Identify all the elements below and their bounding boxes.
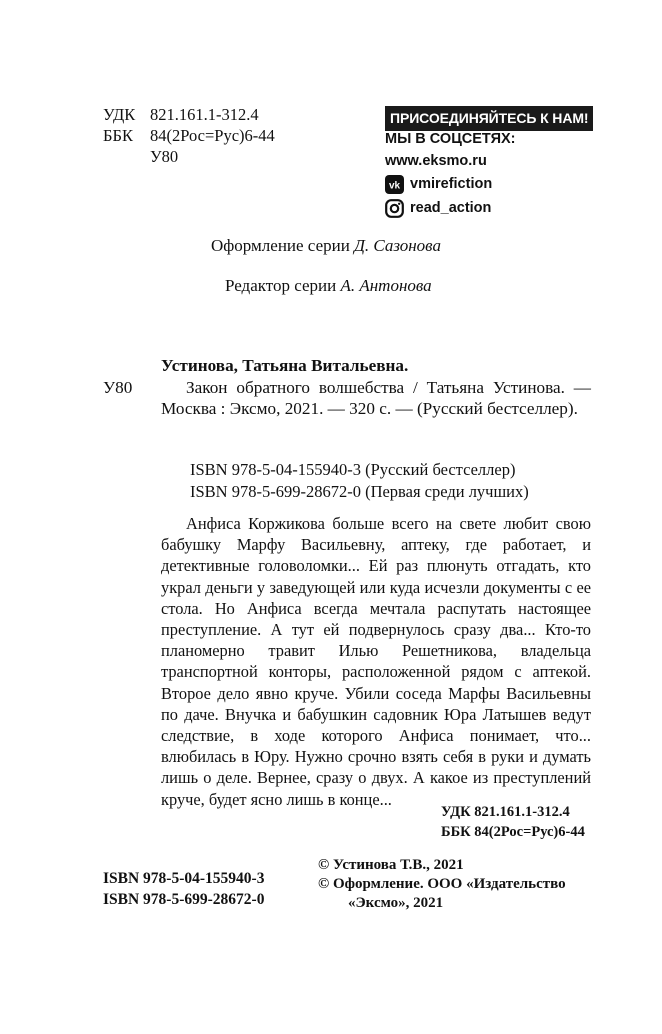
footer-isbn-2: ISBN 978-5-699-28672-0 bbox=[103, 891, 265, 908]
editor-name: А. Антонова bbox=[340, 276, 432, 295]
copyright-block bbox=[318, 856, 566, 913]
udk-row bbox=[103, 104, 275, 125]
bibliographic-entry bbox=[103, 355, 591, 420]
instagram-icon bbox=[385, 199, 404, 218]
vk-icon bbox=[385, 175, 404, 194]
join-banner: ПРИСОЕДИНЯЙТЕСЬ К НАМ! bbox=[385, 106, 593, 131]
classification-codes bbox=[103, 104, 275, 167]
instagram-handle: read_action bbox=[410, 200, 492, 216]
bbk-row bbox=[103, 125, 275, 146]
bbk-value: 84(2Рос=Рус)6-44 bbox=[150, 126, 275, 145]
udk-label: УДК bbox=[103, 105, 136, 124]
author-mark: У80 bbox=[150, 147, 179, 166]
entry-author: Устинова, Татьяна Витальевна. bbox=[161, 356, 409, 375]
vk-row[interactable] bbox=[385, 172, 593, 196]
series-design-credit bbox=[211, 236, 441, 256]
footer-codes bbox=[441, 802, 585, 842]
entry-description: Закон обратного волшебства / Татьяна Устинова. — Москва : Эксмо, 2021. — 320 с. — (Русский бестселлер). bbox=[161, 377, 591, 418]
entry-code: У80 bbox=[103, 378, 133, 397]
bbk-label: ББК bbox=[103, 126, 133, 145]
design-name: Д. Сазонова bbox=[354, 236, 441, 255]
series-editor-credit bbox=[225, 276, 432, 296]
footer-udk: УДК 821.161.1-312.4 bbox=[441, 804, 570, 820]
entry-isbn-1: ISBN 978-5-04-155940-3 (Русский бестселлер) bbox=[190, 460, 516, 479]
vk-handle: vmirefiction bbox=[410, 176, 493, 192]
entry-isbn-2: ISBN 978-5-699-28672-0 (Первая среди лучших) bbox=[190, 482, 529, 501]
footer-isbn-1: ISBN 978-5-04-155940-3 bbox=[103, 870, 265, 887]
copyright-line-3: «Эксмо», 2021 bbox=[348, 895, 444, 911]
copyright-line-1: © Устинова Т.В., 2021 bbox=[318, 857, 464, 873]
svg-text:vk: vk bbox=[388, 180, 401, 191]
entry-isbns bbox=[190, 459, 529, 503]
udk-value: 821.161.1-312.4 bbox=[150, 105, 259, 124]
footer-isbns bbox=[103, 868, 264, 910]
social-block bbox=[385, 106, 593, 220]
footer-bbk: ББК 84(2Рос=Рус)6-44 bbox=[441, 824, 585, 840]
site-link[interactable]: www.eksmo.ru bbox=[385, 153, 487, 169]
annotation: Анфиса Коржикова больше всего на свете любит свою бабушку Марфу Васильевну, аптеку, где работает, и детективные головоломки... Ей раз плюнуть отгадать, кто украл деньги у заведующей или куда исчезли документы с ее стола. Но Анфиса всегда мечтала распутать настоящее преступление. А тут ей подвернулось сразу два... Кто-то планомерно травит Илью Решетникова, владельца транспортной конторы, расположенной рядом с аптекой. Второе дело явно круче. Убили соседа Марфы Васильевны по даче. Внучка и бабушкин садовник Юра Латышев ведут следствие, в ходе которого Анфиса понимает, что... влюбилась в Юру. Нужно срочно взять себя в руки и думать лишь о деле. Вернее, сразу о двух. А какое из преступлений круче, будет ясно лишь в конце... bbox=[161, 514, 591, 809]
instagram-row[interactable] bbox=[385, 196, 593, 220]
design-prefix: Оформление серии bbox=[211, 236, 355, 255]
editor-prefix: Редактор серии bbox=[225, 276, 341, 295]
social-subtitle: МЫ В СОЦСЕТЯХ: bbox=[385, 131, 516, 147]
copyright-line-2: © Оформление. ООО «Издательство bbox=[318, 876, 566, 892]
